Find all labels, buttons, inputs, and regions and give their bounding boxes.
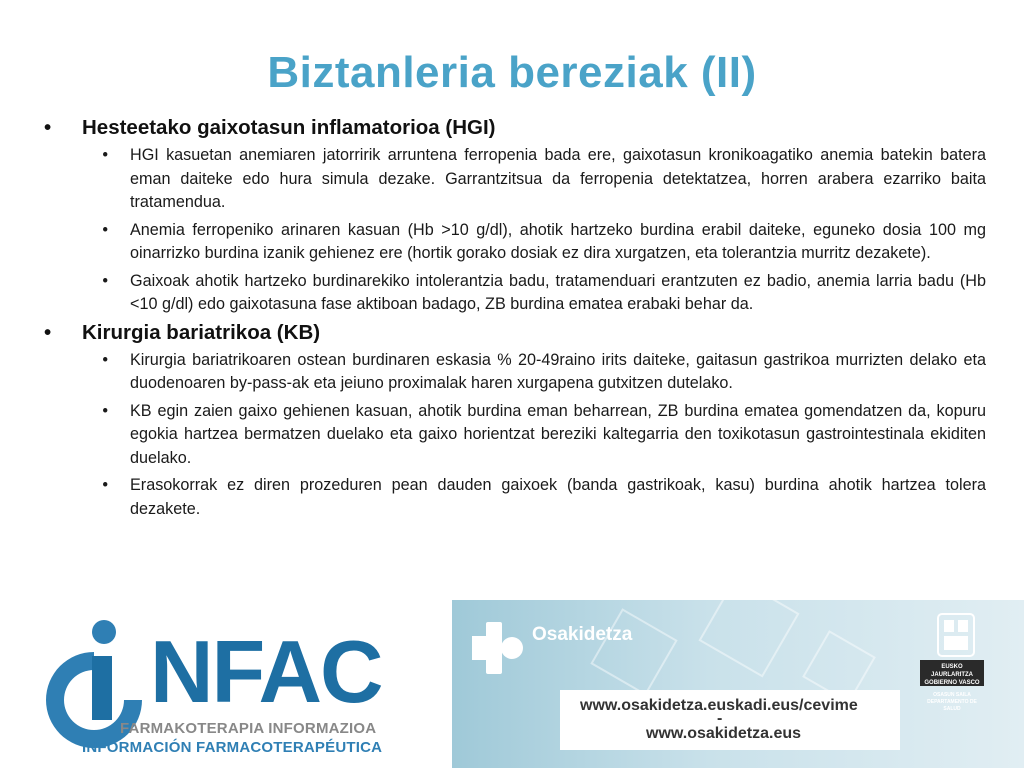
basque-government-emblem-icon <box>936 612 976 658</box>
list-item-text: HGI kasuetan anemiaren jatorririk arruntena ferropenia bada ere, gaixotasun kronikoagatiko anemia batekin batera eman daiteke edo hura simula dezake. Garrantzitsua da ferropenia detektatzea, horren arabera ezarriko baita tratamendua. <box>130 146 986 211</box>
decorative-hexagon <box>590 608 677 695</box>
section-heading-text: Hesteetako gaixotasun inflamatorioa (HGI) <box>82 116 496 139</box>
bullet: • <box>102 146 108 164</box>
list-item-text: Anemia ferropeniko arinaren kasuan (Hb >10 g/dl), ahotik hartzeko burdina erabil daiteke, eguneko dosia 100 mg oinarrizko burdina izanik gehienez ere (hortik gorako dosiak ez dira xurgatzen, eta tolerantzia murritz dezakete). <box>130 220 986 262</box>
osakidetza-url-link[interactable]: www.osakidetza.eus <box>646 725 802 742</box>
bullet: • <box>102 220 108 239</box>
infac-wordmark: NFAC <box>150 622 382 721</box>
slide-content <box>40 116 986 525</box>
list-item <box>40 219 986 266</box>
list-item-text: Erasokorrak ez diren prozeduren pean dauden gaixoek (banda gastrikoak, kasu) burdina ahotik hartzea tolera dezakete. <box>130 476 986 518</box>
government-name: EUSKO JAURLARITZA GOBIERNO VASCO <box>920 660 984 686</box>
bullet-list <box>40 349 986 522</box>
list-item <box>40 474 986 521</box>
bullet: • <box>44 116 52 139</box>
section-heading <box>40 116 986 140</box>
list-item <box>40 270 986 317</box>
department-name: OSASUN SAILA DEPARTAMENTO DE SALUD <box>927 692 977 712</box>
bullet: • <box>102 350 108 369</box>
bullet: • <box>102 271 108 290</box>
url-separator: - <box>717 710 723 727</box>
infac-subtitle-eu: FARMAKOTERAPIA INFORMAZIOA <box>120 720 377 737</box>
list-item <box>40 400 986 471</box>
section-kb <box>40 321 986 522</box>
bullet: • <box>102 476 108 494</box>
osakidetza-name: Osakidetza <box>532 624 633 645</box>
section-heading-text: Kirurgia bariatrikoa (KB) <box>82 320 321 344</box>
list-item-text: Gaixoak ahotik hartzeko burdinarekiko intolerantzia badu, tratamenduari erantzuten ez badio, anemia larria badu (Hb <10 g/dl) edo gaixotasuna fase aktiboan badago, ZB burdina ematea erabaki behar da. <box>130 271 986 313</box>
slide-title: Biztanleria bereziak (II) <box>267 48 757 97</box>
bullet: • <box>102 401 108 420</box>
section-heading <box>40 321 986 345</box>
cevime-url-link[interactable]: www.osakidetza.euskadi.eus/cevime <box>580 697 858 714</box>
osakidetza-logo-icon <box>472 622 524 674</box>
list-item <box>40 349 986 396</box>
decorative-hexagon <box>698 600 799 678</box>
list-item-text: KB egin zaien gaixo gehienen kasuan, ahotik burdina eman beharrean, ZB burdina ematea gomendatzen da, kopuru egokia hartzea bermatzen duelako eta gaixo horientzat bereziki kaltegarria den toxikotasun gastrointestinala ekiditen duelako. <box>130 401 986 467</box>
bullet: • <box>44 320 52 344</box>
list-item <box>40 144 986 215</box>
infac-subtitle-es: INFORMACIÓN FARMACOTERAPÉUTICA <box>82 739 383 756</box>
list-item-text: Kirurgia bariatrikoaren ostean burdinaren eskasia % 20-49raino irits daiteke, gaitasun gastrikoa murrizten delako eta duodenoaren by-pass-ak eta jeiuno proximalak haren xurgapena gutxitzen dutelako. <box>130 350 986 392</box>
section-hgi <box>40 116 986 317</box>
bullet-list <box>40 144 986 317</box>
